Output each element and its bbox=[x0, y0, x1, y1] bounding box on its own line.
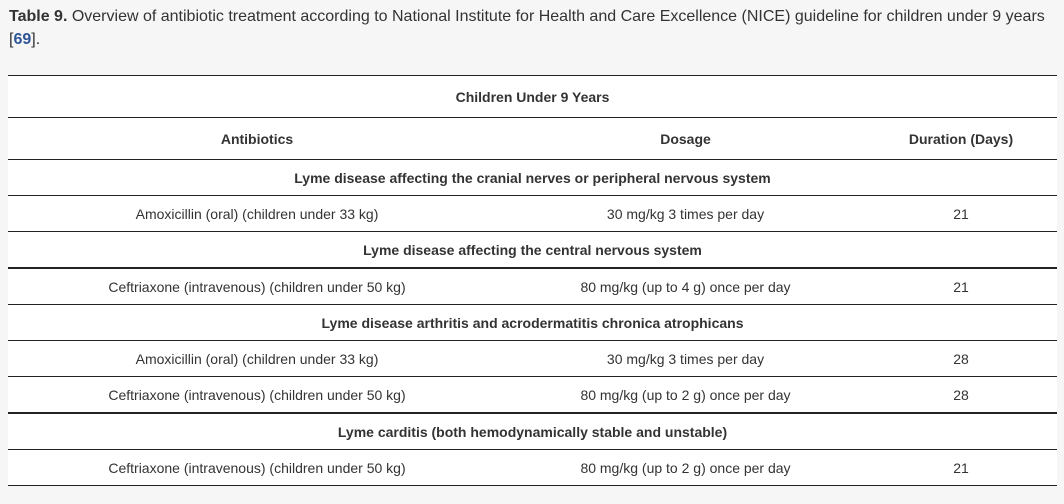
dosage-cell: 30 mg/kg 3 times per day bbox=[506, 341, 865, 377]
section-title: Lyme disease affecting the central nervous system bbox=[8, 232, 1057, 269]
table-caption bbox=[9, 5, 1049, 51]
column-header-row bbox=[8, 118, 1057, 160]
group-header-row bbox=[8, 76, 1057, 118]
section-row bbox=[8, 305, 1057, 341]
table-row bbox=[8, 450, 1057, 486]
table-row bbox=[8, 377, 1057, 414]
section-title: Lyme disease arthritis and acrodermatitis chronica atrophicans bbox=[8, 305, 1057, 341]
dosage-cell: 80 mg/kg (up to 2 g) once per day bbox=[506, 450, 865, 486]
section-row bbox=[8, 160, 1057, 196]
table-row bbox=[8, 268, 1057, 305]
antibiotic-cell: Ceftriaxone (intravenous) (children under 50 kg) bbox=[8, 268, 506, 305]
dosage-cell: 30 mg/kg 3 times per day bbox=[506, 196, 865, 232]
section-title: Lyme carditis (both hemodynamically stable and unstable) bbox=[8, 413, 1057, 450]
column-header-antibiotics: Antibiotics bbox=[8, 118, 506, 160]
section-row bbox=[8, 232, 1057, 269]
antibiotic-cell: Ceftriaxone (intravenous) (children under 50 kg) bbox=[8, 377, 506, 414]
caption-text: Overview of antibiotic treatment according to National Institute for Health and Care Excellence (NICE) guideline for children under 9 years [ bbox=[9, 8, 1045, 48]
treatment-table bbox=[8, 75, 1057, 486]
table-row bbox=[8, 341, 1057, 377]
duration-cell: 21 bbox=[865, 450, 1057, 486]
duration-cell: 21 bbox=[865, 268, 1057, 305]
antibiotic-cell: Ceftriaxone (intravenous) (children under 50 kg) bbox=[8, 450, 506, 486]
reference-link[interactable]: 69 bbox=[13, 31, 32, 48]
section-title: Lyme disease affecting the cranial nerves or peripheral nervous system bbox=[8, 160, 1057, 196]
antibiotic-cell: Amoxicillin (oral) (children under 33 kg) bbox=[8, 196, 506, 232]
table-label: Table 9. bbox=[9, 8, 68, 25]
section-row bbox=[8, 413, 1057, 450]
dosage-cell: 80 mg/kg (up to 2 g) once per day bbox=[506, 377, 865, 414]
column-header-duration: Duration (Days) bbox=[865, 118, 1057, 160]
caption-text-end: ]. bbox=[31, 31, 41, 48]
duration-cell: 28 bbox=[865, 377, 1057, 414]
antibiotic-cell: Amoxicillin (oral) (children under 33 kg) bbox=[8, 341, 506, 377]
treatment-table-container bbox=[8, 75, 1057, 486]
duration-cell: 21 bbox=[865, 196, 1057, 232]
column-header-dosage: Dosage bbox=[506, 118, 865, 160]
table-row bbox=[8, 196, 1057, 232]
duration-cell: 28 bbox=[865, 341, 1057, 377]
dosage-cell: 80 mg/kg (up to 4 g) once per day bbox=[506, 268, 865, 305]
group-header: Children Under 9 Years bbox=[8, 76, 1057, 118]
